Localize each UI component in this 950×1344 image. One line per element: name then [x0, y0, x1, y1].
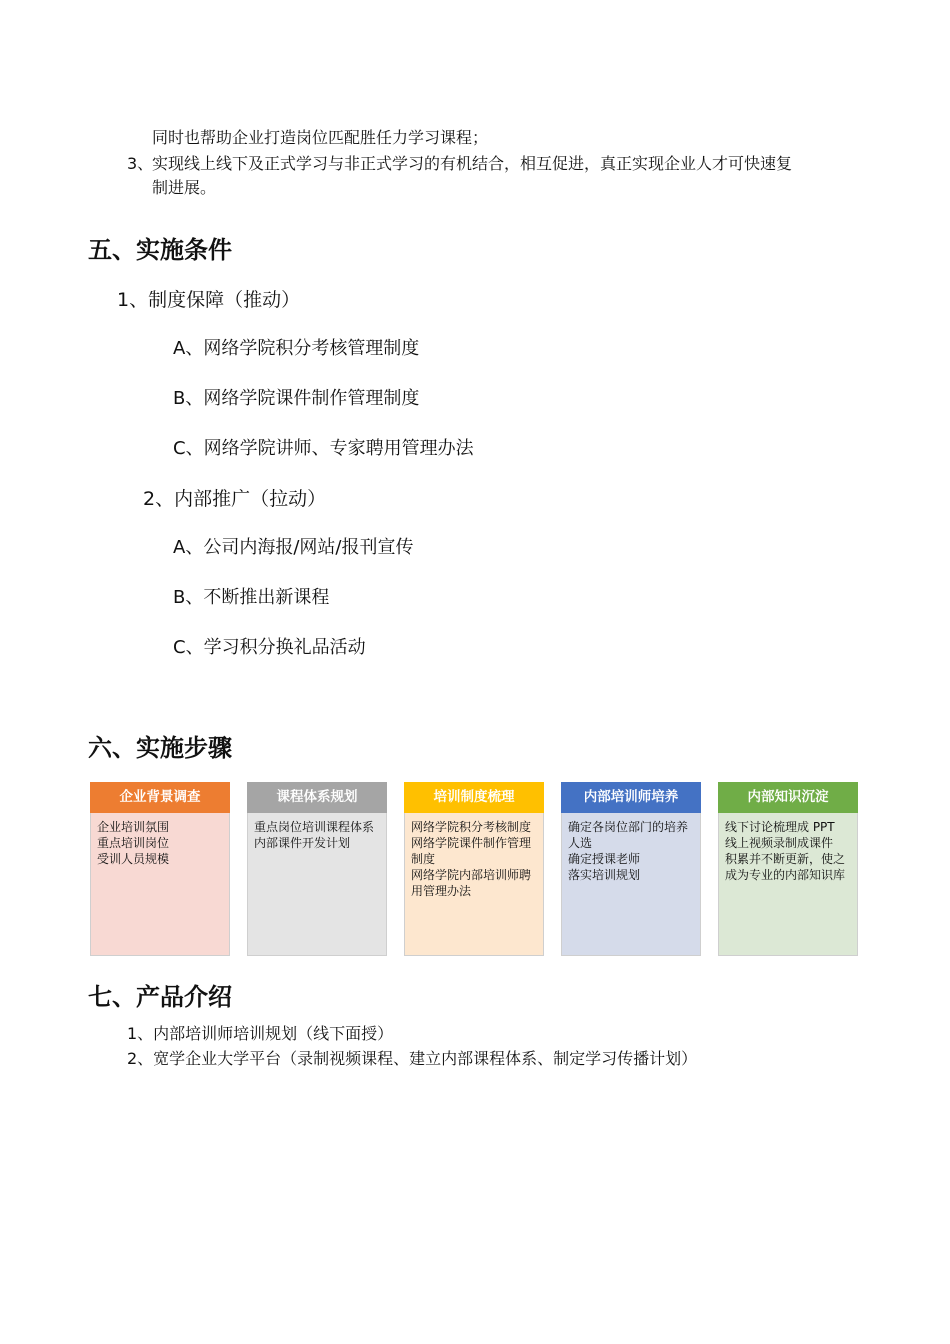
intro-item3-number: 3、 — [127, 154, 154, 173]
intro-item3-line2: 制进展。 — [152, 178, 217, 197]
step-line: 网络学院内部培训师聘用管理办法 — [411, 868, 532, 898]
step-body — [247, 813, 387, 956]
step-line: 确定授课老师 — [568, 852, 641, 866]
step-header: 内部知识沉淀 — [718, 782, 858, 813]
step-line: 网络学院课件制作管理制度 — [411, 836, 532, 866]
section5-sub1-title: 1、制度保障（推动） — [117, 289, 301, 311]
step-body — [718, 813, 858, 956]
section7-item-1: 1、内部培训师培训规划（线下面授） — [127, 1024, 394, 1043]
step-card-course-planning — [247, 782, 387, 956]
step-line: 积累并不断更新，使之成为专业的内部知识库 — [725, 852, 846, 882]
step-line: 落实培训规划 — [568, 868, 641, 882]
section5-sub1-item-a: A、网络学院积分考核管理制度 — [173, 338, 420, 359]
section5-title: 五、实施条件 — [88, 236, 232, 264]
step-body — [404, 813, 544, 956]
step-header: 企业背景调查 — [90, 782, 230, 813]
step-line: 重点岗位培训课程体系 — [254, 820, 375, 834]
step-body — [90, 813, 230, 956]
step-line: 内部课件开发计划 — [254, 836, 351, 850]
step-card-policy-review — [404, 782, 544, 956]
section6-title: 六、实施步骤 — [88, 734, 232, 762]
step-card-trainer-development — [561, 782, 701, 956]
step-line: 受训人员规模 — [97, 852, 170, 866]
section7-title: 七、产品介绍 — [88, 983, 232, 1011]
section5-sub1-item-b: B、网络学院课件制作管理制度 — [173, 388, 420, 409]
step-line: 线上视频录制成课件 — [725, 836, 834, 850]
step-line: 确定各岗位部门的培养人选 — [568, 820, 689, 850]
step-line: 企业培训氛围 — [97, 820, 170, 834]
section5-sub2-item-c: C、学习积分换礼品活动 — [173, 637, 366, 658]
intro-item3-line1: 实现线上线下及正式学习与非正式学习的有机结合，相互促进，真正实现企业人才可快速复 — [152, 154, 793, 173]
section5-sub2-title: 2、内部推广（拉动） — [143, 488, 327, 510]
section5-sub2-item-b: B、不断推出新课程 — [173, 587, 330, 608]
step-card-background-survey — [90, 782, 230, 956]
step-header: 培训制度梳理 — [404, 782, 544, 813]
section5-sub2-item-a: A、公司内海报/网站/报刊宣传 — [173, 537, 414, 558]
section7-item-2: 2、宽学企业大学平台（录制视频课程、建立内部课程体系、制定学习传播计划） — [127, 1049, 698, 1068]
step-header: 课程体系规划 — [247, 782, 387, 813]
step-line: 网络学院积分考核制度 — [411, 820, 532, 834]
step-line: 重点培训岗位 — [97, 836, 170, 850]
intro-continuation-line: 同时也帮助企业打造岗位匹配胜任力学习课程； — [152, 128, 489, 147]
step-body — [561, 813, 701, 956]
section5-sub1-item-c: C、网络学院讲师、专家聘用管理办法 — [173, 438, 474, 459]
step-line: 线下讨论梳理成 PPT — [725, 820, 835, 834]
step-header: 内部培训师培养 — [561, 782, 701, 813]
step-card-knowledge-base — [718, 782, 858, 956]
implementation-steps-diagram — [90, 782, 858, 956]
